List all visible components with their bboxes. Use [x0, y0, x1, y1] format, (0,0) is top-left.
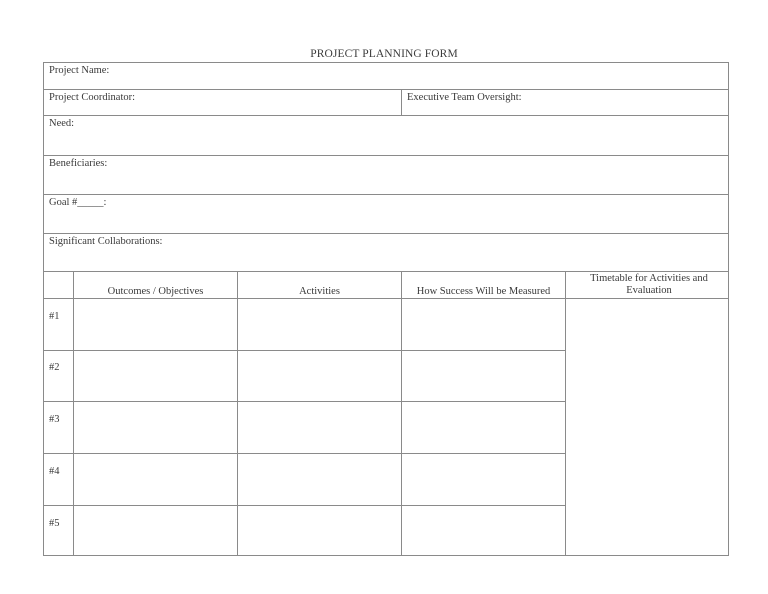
goal-field[interactable]	[44, 195, 729, 233]
row-label: #2	[49, 362, 60, 373]
column-header-success: How Success Will be Measured	[416, 286, 551, 297]
goal-label: Goal #_____:	[49, 197, 107, 208]
success-cell[interactable]	[402, 299, 565, 350]
need-field[interactable]	[44, 116, 729, 155]
success-cell[interactable]	[402, 402, 565, 453]
divider	[44, 271, 729, 272]
outcomes-cell[interactable]	[74, 454, 237, 505]
success-cell[interactable]	[402, 454, 565, 505]
row-label: #5	[49, 518, 60, 529]
project-coordinator-label: Project Coordinator:	[49, 92, 136, 103]
success-cell[interactable]	[402, 351, 565, 401]
activities-cell[interactable]	[238, 351, 401, 401]
activities-cell[interactable]	[238, 402, 401, 453]
project-planning-form	[43, 62, 729, 556]
beneficiaries-label: Beneficiaries:	[49, 158, 108, 169]
outcomes-cell[interactable]	[74, 506, 237, 556]
outcomes-cell[interactable]	[74, 402, 237, 453]
need-label: Need:	[49, 118, 75, 129]
outcomes-cell[interactable]	[74, 299, 237, 350]
timetable-cell[interactable]	[566, 299, 729, 556]
row-label: #3	[49, 414, 60, 425]
activities-cell[interactable]	[238, 299, 401, 350]
column-header-outcomes: Outcomes / Objectives	[107, 286, 204, 297]
executive-team-oversight-field[interactable]	[402, 90, 729, 115]
activities-cell[interactable]	[238, 454, 401, 505]
beneficiaries-field[interactable]	[44, 156, 729, 194]
form-title: PROJECT PLANNING FORM	[310, 48, 458, 60]
row-label: #4	[49, 466, 60, 477]
activities-cell[interactable]	[238, 506, 401, 556]
project-coordinator-field[interactable]	[44, 90, 401, 115]
executive-team-oversight-label: Executive Team Oversight:	[407, 92, 522, 103]
success-cell[interactable]	[402, 506, 565, 556]
significant-collaborations-field[interactable]	[44, 234, 729, 271]
project-name-field[interactable]	[44, 63, 729, 89]
column-header-timetable: Timetable for Activities and Evaluation	[590, 273, 708, 296]
outcomes-cell[interactable]	[74, 351, 237, 401]
project-name-label: Project Name:	[49, 65, 110, 76]
significant-collaborations-label: Significant Collaborations:	[49, 236, 163, 247]
column-header-activities: Activities	[299, 286, 340, 297]
row-label: #1	[49, 311, 60, 322]
